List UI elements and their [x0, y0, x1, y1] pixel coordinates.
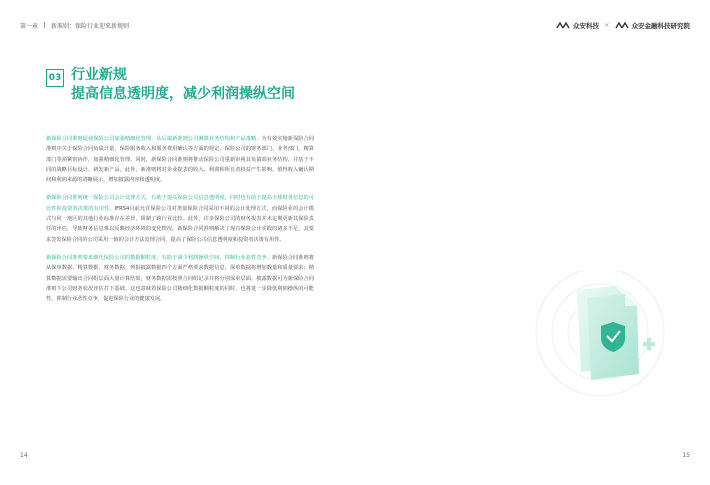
brand-separator: × — [604, 21, 610, 29]
paragraph — [46, 134, 314, 185]
chapter-breadcrumb — [20, 21, 129, 30]
chapter-label: 第一章 — [20, 22, 39, 30]
chapter-title: 新准则：保险行业迎来新规则 — [51, 22, 130, 30]
page-header — [20, 18, 690, 32]
body-text — [46, 134, 314, 312]
page-number-left: 14 — [20, 452, 28, 459]
paragraph-text: 新保险合同准则将从保单数据、精算数据、财务数据、列报披露数据四个方面严格要求数据信息。保单数据将增加数量和质量要求；精算数据需要输出合同组层面大量计算结果，财务数据需按照合同组记录并将分别保单层面。披露数据可为新保险合同准则下公司财务状况评估打下基础。这也意味着保险公司精细化数据颗粒度的同时，也将进一步降低利润操纵的可能性，抑制行业恶性竞争，促进保险行业的健康发展。 — [46, 254, 314, 303]
section-number: 03 — [46, 69, 64, 87]
brand-logo-icon — [615, 21, 629, 29]
paragraph — [46, 193, 314, 244]
section-title: 行业新规 — [71, 67, 127, 83]
paragraph — [46, 253, 314, 304]
brand-left: 众安科技 — [573, 21, 600, 30]
paragraph-highlight: 新保险合同准则统一保险公司会计处理方式，有助于提高保险公司信息透明度，同时也有助于提高全球财务信息的可比性和投资者决策的有用性。 — [46, 195, 314, 212]
brand-right: 众安金融科技研究院 — [631, 21, 690, 30]
paragraph-text: IFRS4目前允许保险公司对类似保险合同采用不同的会计处理方式，而保险业的会计模式与同一地区的其他行业标准存在差异，阻制了跨行业比较。此外，许多保险公司的财务报表并未定期更新其保险责任的评估，导致财务信息难以反映经济环境的变化情况。新保险合同准则解决了现有保险会计实践的诸多不足，其要求签发保险合同的公司采用一致的会计方法处理合同，提高了保险公司信息透明度和投资者决策有用性。 — [46, 205, 314, 243]
header-divider — [44, 22, 45, 28]
page-number-right: 15 — [682, 452, 690, 459]
section-heading — [46, 66, 295, 104]
paragraph-highlight: 新保险合同准则促使保险公司加强精细化管理，从后端新准则公司测算业务结构和产品策略， — [46, 136, 262, 142]
paragraph-text: 为有效实施新保险合同准则中关于保险合同负债计量，保险服务收入和服务费用确认等方面的规定，保险公司的财务部门、业务部门、精算部门等须紧密协作，加强精细化管理。同时，新保险合同准则将推动保险公司重新审视其负债端业务结构，并基于不同的战略目标设计、研发新产品。此外，新准则将对企业提表的收入、利润和所有者权益产生影响，值得收入确认期间和利润来源的清晰展示，增加披露内容和透明度。 — [46, 136, 314, 184]
document-shield-illustration — [525, 270, 675, 400]
section-subtitle: 提高信息透明度，减少利润操纵空间 — [71, 86, 295, 102]
brand-lockup — [556, 21, 690, 30]
brand-logo-icon — [556, 21, 570, 29]
paragraph-highlight: 新保险合同准则要求细化保险公司的数据颗粒度，有助于减少利润操纵空间，抑制行业恶性竞争。 — [46, 254, 272, 261]
